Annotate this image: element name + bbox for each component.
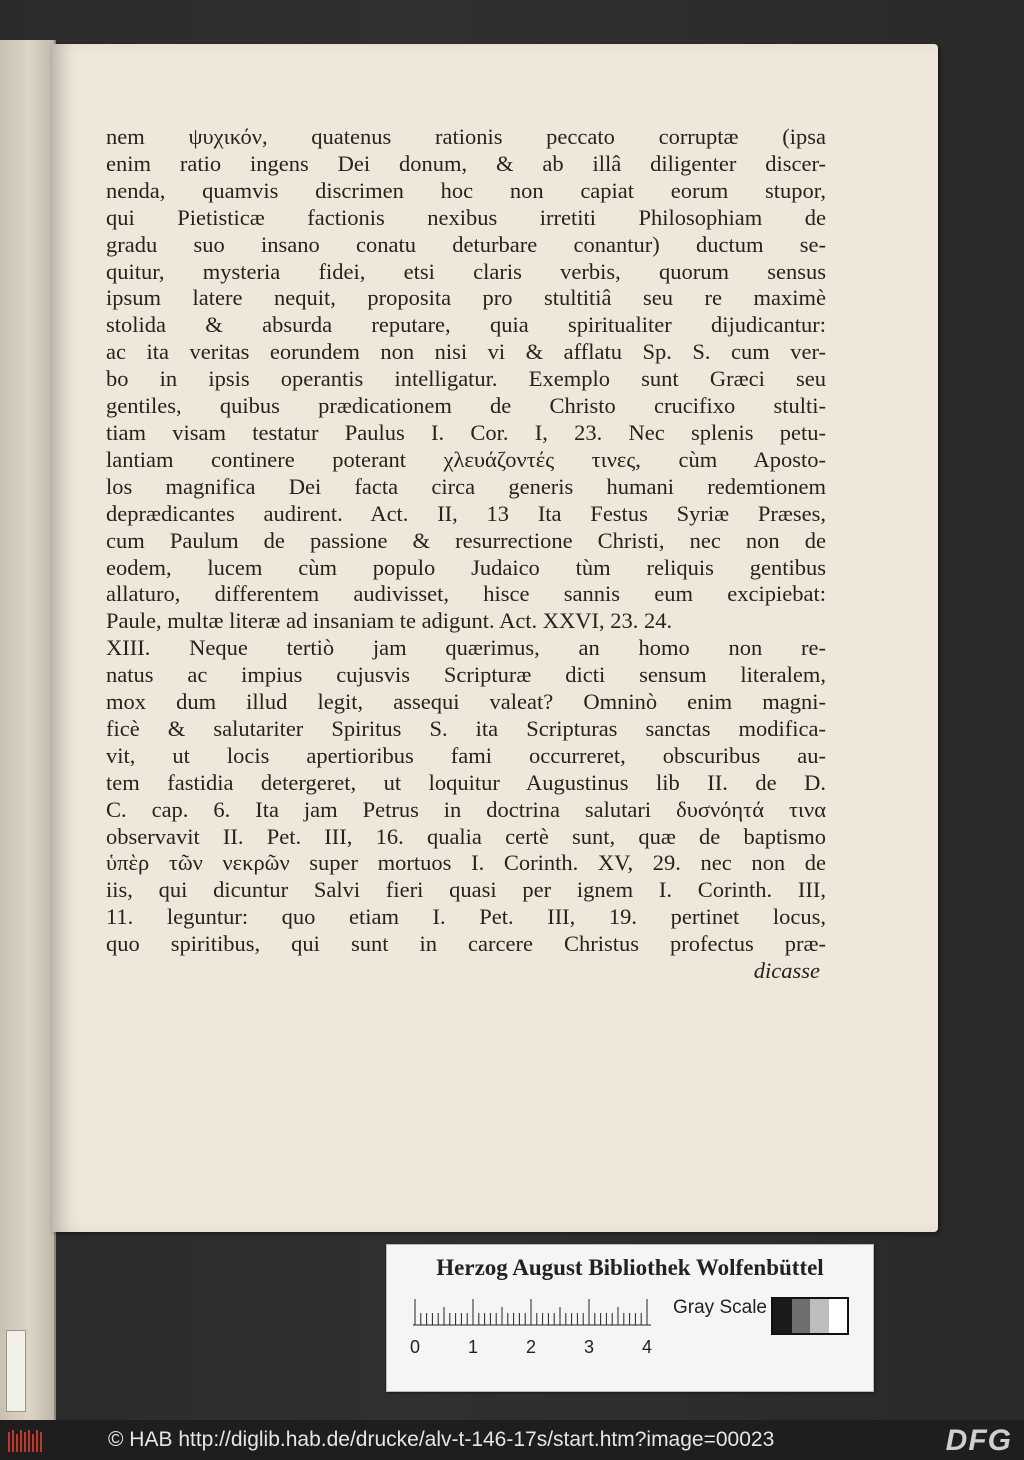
book-page — [52, 44, 938, 1232]
dfg-logo: DFG — [945, 1424, 1012, 1457]
text-line: vit, ut locis apertioribus fami occurreret, obscuribus au- — [106, 742, 826, 768]
text-line: quo spiritibus, qui sunt in carcere Christus profectus præ- — [106, 931, 826, 957]
text-line: 11. leguntur: quo etiam I. Pet. III, 19. pertinet locus, — [106, 904, 826, 930]
text-line: cum Paulum de passione & resurrectione Christi, nec non de — [106, 527, 826, 553]
text-line: C. cap. 6. Ita jam Petrus in doctrina salutari δυσνόητά τινα — [106, 796, 826, 822]
text-line: tem fastidia detergeret, ut loquitur Augustinus lib II. de D. — [106, 769, 826, 795]
ruler-label: 0 — [409, 1337, 421, 1357]
previous-page-edge — [0, 40, 56, 1420]
gray-scale-strip — [771, 1297, 849, 1335]
text-line: ipsum latere nequit, proposita pro stultitiâ seu re maximè — [106, 285, 826, 311]
text-line: deprædicantes audirent. Act. II, 13 Ita Festus Syriæ Præses, — [106, 500, 826, 526]
page-marker-strip — [6, 1330, 26, 1412]
text-line: nenda, quamvis discrimen hoc non capiat eorum stupor, — [106, 177, 826, 203]
text-line: ficè & salutariter Spiritus S. ita Scripturas sanctas modifica- — [106, 715, 826, 741]
gray-scale-patch — [810, 1299, 829, 1333]
footer-bar — [0, 1420, 1024, 1460]
gray-scale-patch — [792, 1299, 811, 1333]
text-line: ὑπὲρ τῶν νεκρῶν super mortuos I. Corinth. XV, 29. nec non de — [106, 850, 826, 876]
text-line: gradu suo insano conatu deturbare conantur) ductum se- — [106, 231, 826, 257]
text-line: los magnifica Dei facta circa generis humani redemtionem — [106, 473, 826, 499]
text-line: enim ratio ingens Dei donum, & ab illâ diligenter discer- — [106, 150, 826, 176]
text-line: iis, qui dicuntur Salvi fieri quasi per ignem I. Corinth. III, — [106, 877, 826, 903]
text-line: bo in ipsis operantis intelligatur. Exemplo sunt Græci seu — [106, 366, 826, 392]
text-line: nem ψυχικόν, quatenus rationis peccato corruptæ (ipsa — [106, 124, 826, 149]
text-line: lantiam continere poterant χλευάζοντές τινες, cùm Aposto- — [106, 446, 826, 472]
footer-source-url[interactable]: © HAB http://diglib.hab.de/drucke/alv-t-146-17s/start.htm?image=00023 — [108, 1428, 775, 1451]
color-reference-card — [386, 1244, 874, 1392]
ruler-label: 3 — [583, 1337, 595, 1357]
gray-scale-label: Gray Scale — [673, 1297, 767, 1318]
text-line: eodem, lucem cùm populo Judaico tùm reliquis gentibus — [106, 554, 826, 580]
text-line: quitur, mysteria fidei, etsi claris verbis, quorum sensus — [106, 258, 826, 284]
gray-scale-patch — [829, 1299, 848, 1333]
text-line: qui Pietisticæ factionis nexibus irretiti Philosophiam de — [106, 204, 826, 230]
text-line: mox dum illud legit, assequi valeat? Omninò enim magni- — [106, 689, 826, 715]
catchword: dicasse — [753, 958, 820, 984]
ruler-label: 2 — [525, 1337, 537, 1357]
page-text — [106, 124, 826, 985]
hab-logo-icon — [6, 1428, 46, 1454]
library-name: Herzog August Bibliothek Wolfenbüttel — [436, 1255, 824, 1280]
text-line: tiam visam testatur Paulus I. Cor. I, 23. Nec splenis petu- — [106, 419, 826, 445]
text-line: Paule, multæ literæ ad insaniam te adigunt. Act. XXVI, 23. 24. — [106, 608, 673, 634]
ruler-scale — [409, 1295, 655, 1365]
gray-scale-patch — [773, 1299, 792, 1333]
ruler-label: 4 — [641, 1337, 653, 1357]
ruler-label: 1 — [467, 1337, 479, 1357]
text-line: gentiles, quibus prædicationem de Christo crucifixo stulti- — [106, 393, 826, 419]
text-line: natus ac impius cujusvis Scripturæ dicti sensum literalem, — [106, 662, 826, 688]
text-line: ac ita veritas eorundem non nisi vi & afflatu Sp. S. cum ver- — [106, 339, 826, 365]
text-line: observavit II. Pet. III, 16. qualia certè sunt, quæ de baptismo — [106, 823, 826, 849]
text-line: allaturo, differentem audivisset, hisce sannis eum excipiebat: — [106, 581, 826, 607]
text-line: XIII. Neque tertiò jam quærimus, an homo non re- — [106, 635, 826, 661]
text-line: stolida & absurda reputare, quia spiritualiter dijudicantur: — [106, 312, 826, 338]
